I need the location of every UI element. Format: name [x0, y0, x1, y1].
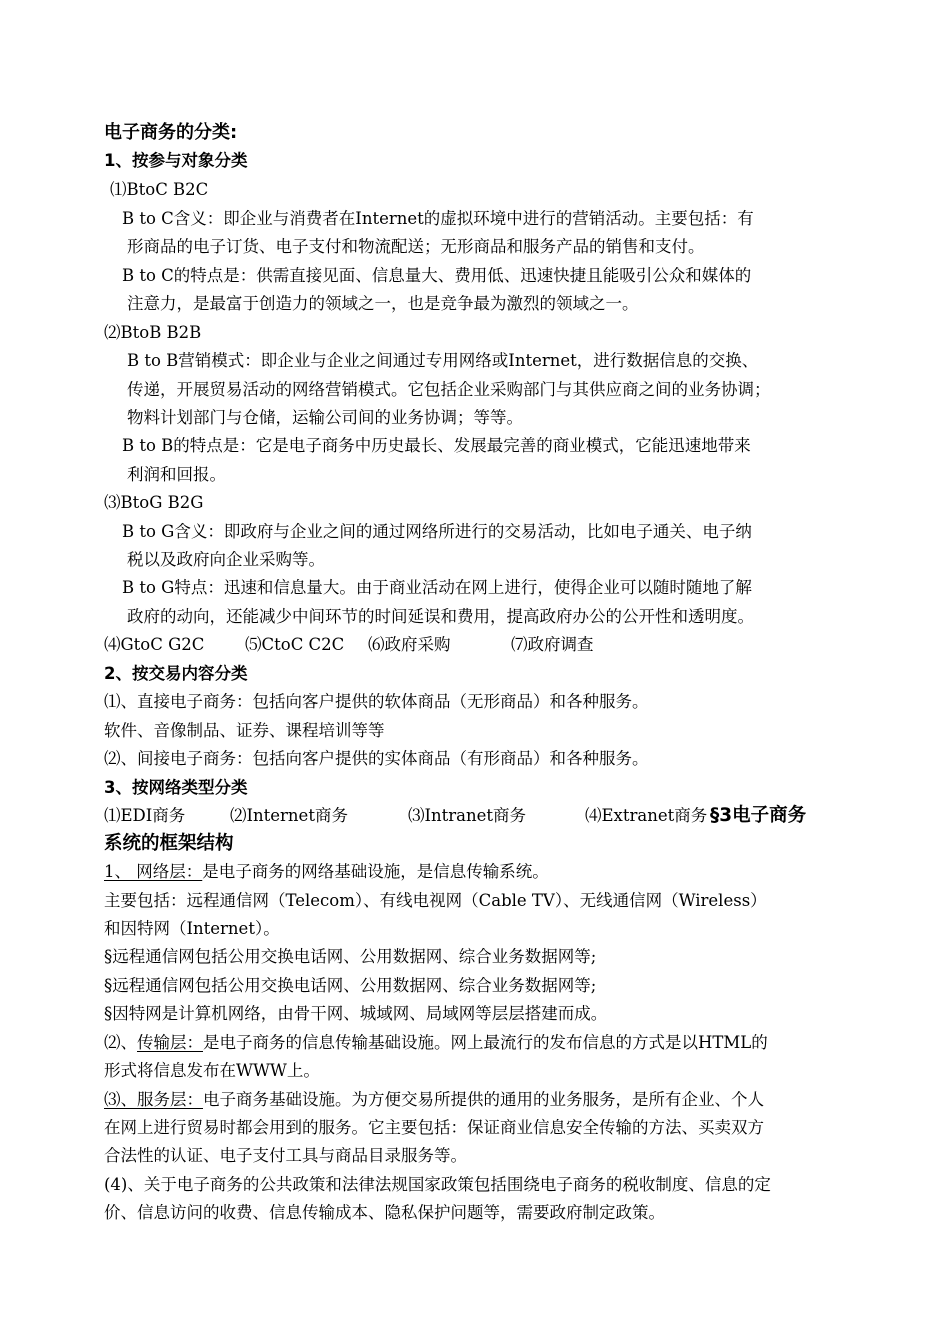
page-title: 电子商务的分类: — [104, 122, 238, 143]
section-heading-content: 2、按交易内容分类 — [104, 664, 248, 683]
direct-ecommerce-line: ⑴、直接电子商务：包括向客户提供的软体商品（无形商品）和各种服务。 — [104, 692, 649, 711]
b2g-feature-line: B to G特点：迅速和信息量大。由于商业活动在网上进行，使得企业可以随时随地了解 — [122, 578, 752, 597]
gov-survey-item: ⑺政府调查 — [511, 635, 594, 654]
network-layer-main-line: 和因特网（Internet）。 — [104, 919, 280, 938]
network-layer-line — [104, 858, 549, 886]
service-layer-label: ⑶、服务层： — [104, 1090, 203, 1109]
section-3-heading: 系统的框架结构 — [104, 833, 234, 854]
transport-layer-line — [104, 1029, 768, 1057]
b2g-definition-line: B to G含义：即政府与企业之间的通过网络所进行的交易活动，比如电子通关、电子纳 — [122, 522, 752, 541]
b2b-heading: ⑵BtoB B2B — [104, 323, 202, 342]
b2c-definition-line: 形商品的电子订货、电子支付和物流配送；无形商品和服务产品的销售和支付。 — [127, 237, 705, 256]
b2c-definition-line: B to C含义：即企业与消费者在Internet的虚拟环境中进行的营销活动。主要包括：有 — [122, 209, 754, 228]
section-heading-network: 3、按网络类型分类 — [104, 778, 248, 797]
service-layer-text: 电子商务基础设施。为方便交易所提供的通用的业务服务，是所有企业、个人 — [203, 1090, 764, 1109]
service-layer-line-3: 合法性的认证、电子支付工具与商品目录服务等。 — [104, 1146, 467, 1165]
section-heading-participants: 1、按参与对象分类 — [104, 151, 248, 170]
network-layer-label: 1、 网络层： — [104, 862, 203, 881]
b2b-definition-line: 物料计划部门与仓储，运输公司间的业务协调；等等。 — [127, 408, 523, 427]
b2c-feature-line: 注意力，是最富于创造力的领域之一，也是竞争最为激烈的领域之一。 — [127, 294, 639, 313]
edi-item: ⑴EDI商务 — [104, 806, 186, 825]
network-layer-text: 是电子商务的网络基础设施，是信息传输系统。 — [202, 862, 549, 881]
extranet-item: ⑷Extranet商务 — [585, 806, 708, 825]
g2c-item: ⑷GtoC G2C — [104, 635, 205, 654]
b2b-feature-line: 利润和回报。 — [127, 465, 226, 484]
policy-line-2: 价、信息访问的收费、信息传输成本、隐私保护问题等，需要政府制定政策。 — [104, 1203, 665, 1222]
section-3-heading-part: §3电子商务 — [710, 805, 807, 826]
b2g-heading: ⑶BtoG B2G — [104, 493, 204, 512]
internet-item: ⑵Internet商务 — [230, 806, 348, 825]
b2g-definition-line: 税以及政府向企业采购等。 — [127, 550, 325, 569]
b2c-heading: ⑴BtoC B2C — [110, 180, 209, 199]
transport-layer-label: 传输层： — [137, 1033, 203, 1052]
c2c-item: ⑸CtoC C2C — [245, 635, 345, 654]
other-categories-row — [104, 631, 594, 659]
b2g-feature-line: 政府的动向，还能减少中间环节的时间延误和费用，提高政府办公的公开性和透明度。 — [127, 607, 754, 626]
transport-layer-number: ⑵、 — [104, 1033, 137, 1052]
gov-procurement-item: ⑹政府采购 — [368, 635, 451, 654]
direct-ecommerce-examples: 软件、音像制品、证券、课程培训等等 — [104, 721, 385, 740]
b2b-definition-line: 传递，开展贸易活动的网络营销模式。它包括企业采购部门与其供应商之间的业务协调； — [127, 380, 771, 399]
b2c-feature-line: B to C的特点是：供需直接见面、信息量大、费用低、迅速快捷且能吸引公众和媒体的 — [122, 266, 752, 285]
network-types-row — [104, 802, 806, 830]
network-bullet: §远程通信网包括公用交换电话网、公用数据网、综合业务数据网等; — [104, 976, 597, 995]
transport-layer-text: 是电子商务的信息传输基础设施。网上最流行的发布信息的方式是以HTML的 — [203, 1033, 768, 1052]
indirect-ecommerce-line: ⑵、间接电子商务：包括向客户提供的实体商品（有形商品）和各种服务。 — [104, 749, 649, 768]
transport-layer-line-2: 形式将信息发布在WWW上。 — [104, 1061, 320, 1080]
policy-line: (4)、关于电子商务的公共政策和法律法规国家政策包括围绕电子商务的税收制度、信息的定 — [104, 1175, 771, 1194]
service-layer-line-2: 在网上进行贸易时都会用到的服务。它主要包括：保证商业信息安全传输的方法、买卖双方 — [104, 1118, 764, 1137]
service-layer-line — [104, 1086, 764, 1114]
b2b-definition-line: B to B营销模式：即企业与企业之间通过专用网络或Internet，进行数据信息的交换、 — [127, 351, 759, 370]
network-bullet: §远程通信网包括公用交换电话网、公用数据网、综合业务数据网等; — [104, 947, 597, 966]
network-layer-main-line: 主要包括：远程通信网（Telecom）、有线电视网（Cable TV）、无线通信网（Wireless） — [104, 891, 767, 910]
intranet-item: ⑶Intranet商务 — [408, 806, 527, 825]
b2b-feature-line: B to B的特点是：它是电子商务中历史最长、发展最完善的商业模式，它能迅速地带来 — [122, 436, 751, 455]
network-bullet: §因特网是计算机网络，由骨干网、城域网、局域网等层层搭建而成。 — [104, 1004, 608, 1023]
